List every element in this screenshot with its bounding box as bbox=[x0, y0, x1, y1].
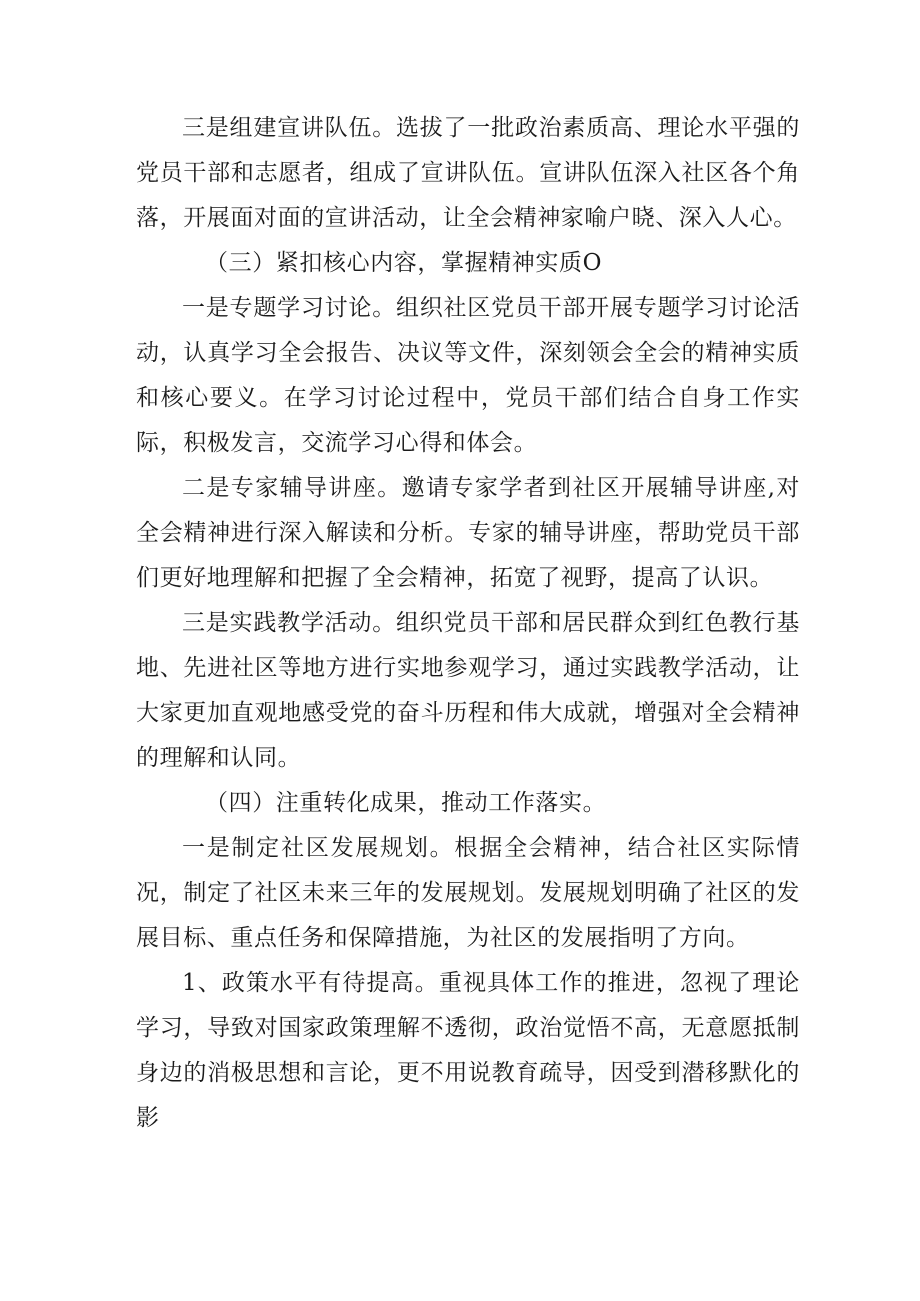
paragraph-study: 一是专题学习讨论。组织社区党员干部开展专题学习讨论活动，认真学习全会报告、决议等文件，深刻领会全会的精神实质和核心要义。在学习讨论过程中，党员干部们结合自身工作实际，积极发言，交流学习心得和体会。 bbox=[136, 295, 800, 456]
section-heading-three: （三）紧扣核心内容，掌握精神实质O bbox=[205, 250, 603, 276]
section-heading-four: （四）注重转化成果，推动工作落实。 bbox=[205, 790, 607, 816]
paragraph-policy: 1、政策水平有待提高。重视具体工作的推进，忽视了理论学习，导致对国家政策理解不透彻，政治觉悟不高，无意愿抵制身边的消极思想和言论，更不用说教育疏导，因受到潜移默化的影 bbox=[136, 970, 800, 1131]
paragraph-lecture: 二是专家辅导讲座。邀请专家学者到社区开展辅导讲座,对全会精神进行深入解读和分析。专家的辅导讲座，帮助党员干部们更好地理解和把握了全会精神，拓宽了视野，提高了认识。 bbox=[136, 475, 800, 591]
paragraph-plan: 一是制定社区发展规划。根据全会精神，结合社区实际情况，制定了社区未来三年的发展规划。发展规划明确了社区的发展目标、重点任务和保障措施，为社区的发展指明了方向。 bbox=[136, 835, 800, 951]
document-body bbox=[136, 106, 800, 1141]
paragraph-team: 三是组建宣讲队伍。选拔了一批政治素质高、理论水平强的党员干部和志愿者，组成了宣讲队伍。宣讲队伍深入社区各个角落，开展面对面的宣讲活动，让全会精神家喻户晓、深入人心。 bbox=[136, 115, 800, 231]
paragraph-practice: 三是实践教学活动。组织党员干部和居民群众到红色教行基地、先进社区等地方进行实地参观学习，通过实践教学活动，让大家更加直观地感受党的奋斗历程和伟大成就，增强对全会精神的理解和认同。 bbox=[136, 610, 800, 771]
